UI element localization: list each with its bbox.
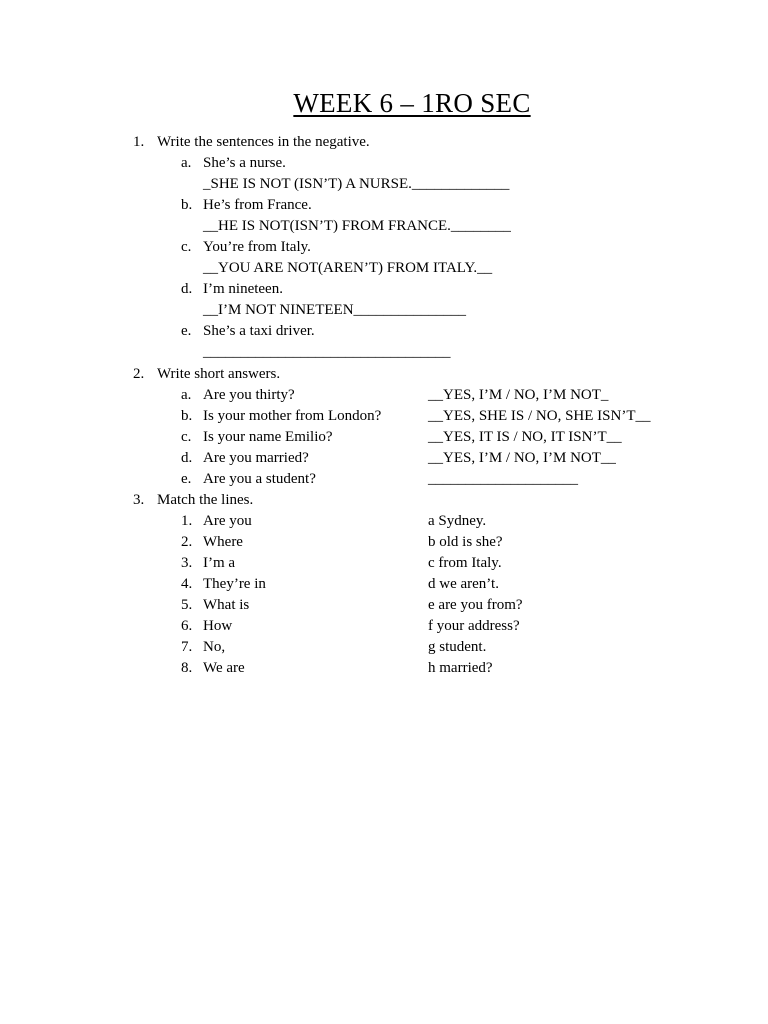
- section-1-item-d-prompt: I’m nineteen.: [203, 281, 283, 297]
- section-1-instruction: Write the sentences in the negative.: [157, 134, 370, 150]
- section-3-item-5-number: 5.: [181, 597, 193, 613]
- section-3-item-5-left: What is: [203, 597, 250, 613]
- section-3-item-6-left: How: [203, 618, 233, 634]
- section-3-item-5-right: e are you from?: [428, 597, 523, 613]
- section-2-item-a-letter: a.: [181, 387, 192, 403]
- section-1-item-b-answer: __HE IS NOT(ISN’T) FROM FRANCE.________: [203, 218, 511, 234]
- section-3-item-3-number: 3.: [181, 555, 193, 571]
- section-2-item-c-question: Is your name Emilio?: [203, 429, 333, 445]
- section-2-item-a-answer: __YES, I’M / NO, I’M NOT_: [428, 387, 609, 403]
- section-3-item-3-left: I’m a: [203, 555, 236, 571]
- section-1-item-c-answer: __YOU ARE NOT(AREN’T) FROM ITALY.__: [203, 260, 493, 276]
- section-3-item-3-right: c from Italy.: [428, 555, 502, 571]
- section-1-item-a-answer: _SHE IS NOT (ISN’T) A NURSE._____________: [203, 176, 510, 192]
- section-2-instruction: Write short answers.: [157, 366, 281, 382]
- section-3-item-2-number: 2.: [181, 534, 193, 550]
- section-3-item-7-number: 7.: [181, 639, 193, 655]
- section-3-item-8-right: h married?: [428, 660, 493, 676]
- section-3-item-7-right: g student.: [428, 639, 487, 655]
- section-3-item-8-left: We are: [203, 660, 245, 676]
- section-1-item-b-prompt: He’s from France.: [203, 197, 312, 213]
- section-3-item-1-number: 1.: [181, 513, 193, 529]
- section-1-item-a-prompt: She’s a nurse.: [203, 155, 286, 171]
- section-3-item-2-left: Where: [203, 534, 243, 550]
- section-2-item-d-answer: __YES, I’M / NO, I’M NOT__: [428, 450, 616, 466]
- section-1-item-e-answer: _________________________________: [203, 344, 451, 360]
- section-3-item-8-number: 8.: [181, 660, 193, 676]
- section-3-item-6-number: 6.: [181, 618, 193, 634]
- section-2-item-b-question: Is your mother from London?: [203, 408, 382, 424]
- section-3-instruction: Match the lines.: [157, 492, 254, 508]
- section-1-number: 1.: [133, 134, 145, 150]
- section-3-item-4-left: They’re in: [203, 576, 266, 592]
- section-3-item-1-left: Are you: [203, 513, 252, 529]
- section-2-item-b-letter: b.: [181, 408, 193, 424]
- section-1-item-c-prompt: You’re from Italy.: [203, 239, 311, 255]
- section-2-item-c-answer: __YES, IT IS / NO, IT ISN’T__: [428, 429, 622, 445]
- section-2-item-e-letter: e.: [181, 471, 192, 487]
- section-3-item-2-right: b old is she?: [428, 534, 503, 550]
- page-title: WEEK 6 – 1RO SEC: [293, 88, 531, 118]
- section-2-item-d-question: Are you married?: [203, 450, 309, 466]
- section-2-item-e-question: Are you a student?: [203, 471, 316, 487]
- section-1-item-b-letter: b.: [181, 197, 193, 213]
- section-1-item-c-letter: c.: [181, 239, 192, 255]
- section-3-item-1-right: a Sydney.: [428, 513, 487, 529]
- section-1-item-d-answer: __I’M NOT NINETEEN_______________: [203, 302, 467, 318]
- section-2-item-c-letter: c.: [181, 429, 192, 445]
- section-2-item-a-question: Are you thirty?: [203, 387, 295, 403]
- section-2-number: 2.: [133, 366, 145, 382]
- section-3-item-4-right: d we aren’t.: [428, 576, 499, 592]
- section-3-item-4-number: 4.: [181, 576, 193, 592]
- section-1-item-e-prompt: She’s a taxi driver.: [203, 323, 315, 339]
- section-2-item-e-answer: ____________________: [428, 471, 578, 487]
- section-3-number: 3.: [133, 492, 145, 508]
- section-2-item-b-answer: __YES, SHE IS / NO, SHE ISN’T__: [428, 408, 651, 424]
- section-3-item-6-right: f your address?: [428, 618, 520, 634]
- section-1-item-d-letter: d.: [181, 281, 193, 297]
- section-1-item-a-letter: a.: [181, 155, 192, 171]
- section-1-item-e-letter: e.: [181, 323, 192, 339]
- section-3-item-7-left: No,: [203, 639, 226, 655]
- section-2-item-d-letter: d.: [181, 450, 193, 466]
